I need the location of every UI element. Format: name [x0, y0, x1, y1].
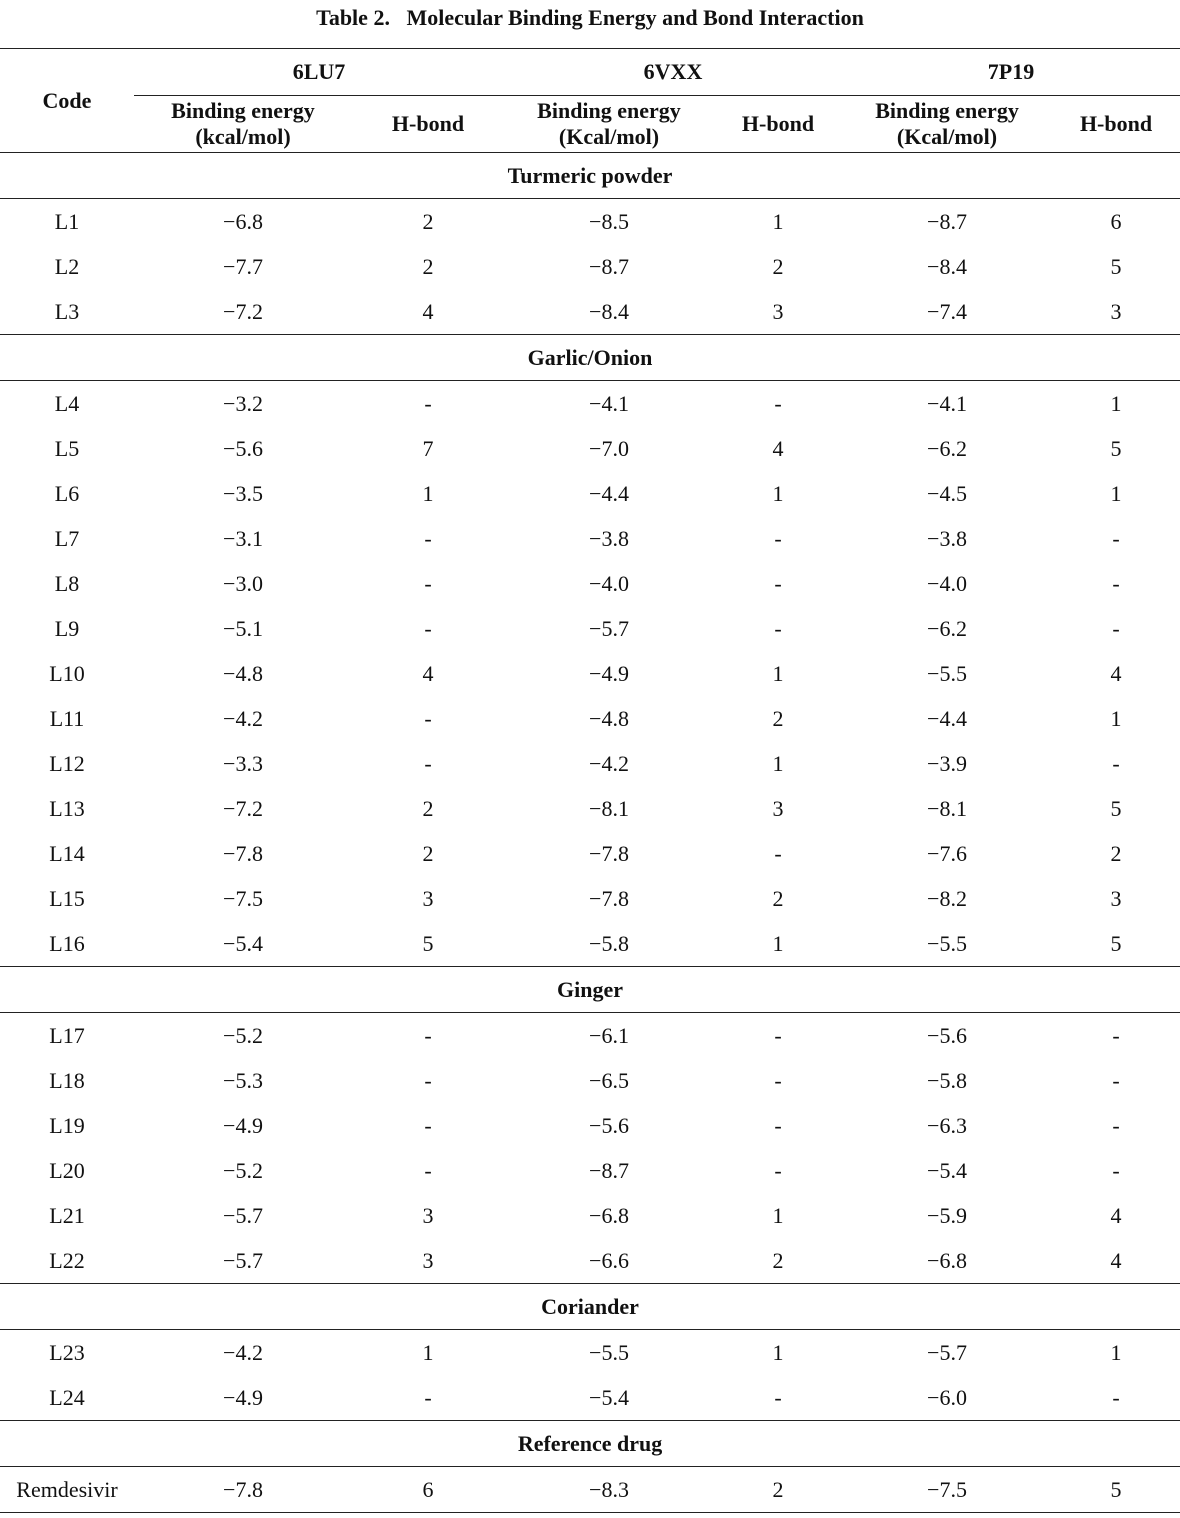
h-bond-6vxx-cell: 1: [772, 1339, 784, 1365]
code-cell: L1: [54, 208, 80, 234]
binding-energy-6vxx-cell: −5.5: [589, 1339, 629, 1365]
h-bond-6vxx-cell: 3: [714, 289, 842, 335]
table-row: [0, 516, 1180, 561]
h-bond-6vxx-cell: 2: [714, 1467, 842, 1513]
h-bond-7p19-cell: -: [1052, 1375, 1180, 1421]
binding-energy-header: Binding energy (Kcal/mol): [537, 98, 681, 149]
code-cell: L9: [54, 615, 80, 641]
h-bond-6lu7-cell: 3: [352, 1238, 504, 1284]
h-bond-6vxx-cell: -: [714, 1375, 842, 1421]
table-row: [0, 1058, 1180, 1103]
binding-energy-6lu7-cell: −5.6: [223, 435, 263, 461]
binding-energy-6vxx-cell: −4.9: [589, 660, 629, 686]
h-bond-7p19-cell: 5: [1110, 435, 1122, 461]
table-row: [0, 921, 1180, 967]
h-bond-6lu7-cell: -: [424, 750, 432, 776]
code-column-header: Code: [42, 87, 92, 113]
code-cell: L18: [49, 1067, 85, 1093]
binding-energy-7p19-cell: −5.5: [842, 921, 1052, 967]
section-title: Garlic/Onion: [0, 335, 1180, 381]
code-cell: L14: [49, 840, 85, 866]
table-row: [0, 471, 1180, 516]
binding-energy-6lu7-cell: −4.9: [134, 1375, 352, 1421]
binding-energy-7p19-cell: −8.2: [927, 885, 967, 911]
code-cell: L21: [49, 1202, 85, 1228]
h-bond-6vxx-cell: -: [774, 840, 782, 866]
h-bond-7p19-cell: -: [1112, 750, 1120, 776]
table-row: [0, 244, 1180, 289]
binding-energy-7p19-cell: −6.8: [842, 1238, 1052, 1284]
binding-energy-6lu7-cell: −5.2: [223, 1157, 263, 1183]
h-bond-6lu7-cell: 2: [422, 795, 434, 821]
binding-energy-7p19-cell: −7.6: [927, 840, 967, 866]
binding-energy-7p19-cell: −5.9: [927, 1202, 967, 1228]
table-caption: Table 2. Molecular Binding Energy and Bond Interaction: [316, 5, 864, 30]
h-bond-6lu7-cell: -: [424, 1157, 432, 1183]
binding-energy-6vxx-cell: −7.0: [589, 435, 629, 461]
section-header-row: [0, 153, 1180, 199]
h-bond-6lu7-cell: 5: [352, 921, 504, 967]
binding-energy-7p19-cell: −3.9: [927, 750, 967, 776]
binding-energy-6vxx-cell: −6.8: [589, 1202, 629, 1228]
h-bond-6vxx-cell: 4: [772, 435, 784, 461]
binding-energy-6vxx-cell: −8.3: [504, 1467, 714, 1513]
h-bond-6lu7-cell: -: [424, 615, 432, 641]
h-bond-7p19-cell: 6: [1110, 208, 1122, 234]
table-row: [0, 381, 1180, 427]
binding-energy-6vxx-cell: −4.1: [589, 390, 629, 416]
binding-energy-7p19-cell: −4.0: [927, 570, 967, 596]
binding-energy-6lu7-cell: −3.3: [223, 750, 263, 776]
binding-energy-6lu7-cell: −4.8: [223, 660, 263, 686]
h-bond-7p19-cell: 5: [1052, 921, 1180, 967]
h-bond-header: H-bond: [741, 111, 815, 136]
table-row: [0, 651, 1180, 696]
h-bond-6vxx-cell: 3: [772, 795, 784, 821]
binding-energy-6lu7-cell: −7.8: [134, 1467, 352, 1513]
binding-energy-7p19-cell: −6.3: [927, 1112, 967, 1138]
binding-energy-6vxx-cell: −5.6: [589, 1112, 629, 1138]
binding-energy-6vxx-cell: −4.4: [589, 480, 629, 506]
code-cell: L22: [0, 1238, 134, 1284]
binding-energy-6vxx-cell: −6.1: [589, 1022, 629, 1048]
h-bond-6lu7-cell: -: [424, 390, 432, 416]
code-cell: L13: [49, 795, 85, 821]
table-header: [0, 49, 1180, 153]
table-row: [0, 1103, 1180, 1148]
code-cell: L16: [0, 921, 134, 967]
binding-energy-header: Binding energy (kcal/mol): [171, 98, 315, 149]
code-cell: L20: [49, 1157, 85, 1183]
binding-energy-7p19-cell: −4.1: [927, 390, 967, 416]
binding-energy-6lu7-cell: −3.2: [223, 390, 263, 416]
h-bond-6lu7-cell: 1: [422, 480, 434, 506]
code-cell: L24: [0, 1375, 134, 1421]
h-bond-6vxx-cell: 1: [772, 750, 784, 776]
h-bond-6lu7-cell: -: [424, 570, 432, 596]
binding-energy-7p19-cell: −8.1: [927, 795, 967, 821]
h-bond-6vxx-cell: -: [774, 1157, 782, 1183]
h-bond-6lu7-cell: 4: [422, 660, 434, 686]
binding-energy-7p19-cell: −7.5: [842, 1467, 1052, 1513]
binding-energy-7p19-cell: −4.4: [927, 705, 967, 731]
h-bond-6lu7-cell: -: [352, 1375, 504, 1421]
binding-energy-6vxx-cell: −8.7: [589, 253, 629, 279]
code-cell: L19: [49, 1112, 85, 1138]
binding-energy-6lu7-cell: −7.8: [223, 840, 263, 866]
binding-energy-7p19-cell: −6.2: [927, 435, 967, 461]
table-row: [0, 1467, 1180, 1513]
binding-energy-6lu7-cell: −4.2: [223, 705, 263, 731]
h-bond-6vxx-cell: -: [774, 390, 782, 416]
h-bond-6lu7-cell: -: [424, 1112, 432, 1138]
h-bond-7p19-cell: 5: [1052, 1467, 1180, 1513]
h-bond-6vxx-cell: -: [774, 1067, 782, 1093]
binding-energy-6vxx-cell: −8.7: [589, 1157, 629, 1183]
binding-energy-7p19-cell: −7.4: [842, 289, 1052, 335]
table-row: [0, 1330, 1180, 1376]
table-row: [0, 1013, 1180, 1059]
section-title: Coriander: [0, 1284, 1180, 1330]
binding-energy-6lu7-cell: −7.2: [134, 289, 352, 335]
h-bond-7p19-cell: 1: [1110, 1339, 1122, 1365]
code-cell: L11: [49, 705, 85, 731]
section-header-row: [0, 335, 1180, 381]
section-header-row: [0, 967, 1180, 1013]
h-bond-6lu7-cell: 2: [422, 840, 434, 866]
h-bond-7p19-cell: 3: [1052, 289, 1180, 335]
h-bond-6lu7-cell: -: [424, 1067, 432, 1093]
binding-energy-6lu7-cell: −5.4: [134, 921, 352, 967]
binding-energy-6lu7-cell: −3.0: [223, 570, 263, 596]
h-bond-6vxx-cell: 1: [772, 208, 784, 234]
table-row: [0, 696, 1180, 741]
table-row: [0, 786, 1180, 831]
h-bond-6lu7-cell: 4: [352, 289, 504, 335]
table-row: [0, 831, 1180, 876]
binding-energy-6vxx-cell: −8.4: [504, 289, 714, 335]
target-header-6lu7: 6LU7: [134, 49, 504, 96]
binding-energy-6lu7-cell: −4.9: [223, 1112, 263, 1138]
h-bond-7p19-cell: -: [1112, 615, 1120, 641]
h-bond-7p19-cell: 4: [1110, 1202, 1122, 1228]
code-cell: L4: [54, 390, 80, 416]
h-bond-6lu7-cell: 6: [352, 1467, 504, 1513]
h-bond-7p19-cell: 4: [1110, 660, 1122, 686]
h-bond-7p19-cell: -: [1112, 1067, 1120, 1093]
binding-energy-7p19-cell: −5.4: [927, 1157, 967, 1183]
binding-energy-6vxx-cell: −8.1: [589, 795, 629, 821]
binding-energy-6lu7-cell: −5.3: [223, 1067, 263, 1093]
binding-energy-6vxx-cell: −5.7: [589, 615, 629, 641]
h-bond-7p19-cell: -: [1112, 1157, 1120, 1183]
binding-energy-6vxx-cell: −4.0: [589, 570, 629, 596]
section-title: Reference drug: [0, 1421, 1180, 1467]
binding-energy-7p19-cell: −5.8: [927, 1067, 967, 1093]
binding-energy-6lu7-cell: −4.2: [223, 1339, 263, 1365]
h-bond-6lu7-cell: 7: [422, 435, 434, 461]
binding-energy-7p19-cell: −5.7: [927, 1339, 967, 1365]
h-bond-7p19-cell: 5: [1110, 795, 1122, 821]
binding-energy-header: Binding energy (Kcal/mol): [875, 98, 1019, 149]
code-cell: L23: [49, 1339, 85, 1365]
code-cell: L10: [49, 660, 85, 686]
binding-energy-7p19-cell: −4.5: [927, 480, 967, 506]
binding-energy-6lu7-cell: −6.8: [223, 208, 263, 234]
binding-energy-6lu7-cell: −3.1: [223, 525, 263, 551]
binding-energy-7p19-cell: −8.7: [927, 208, 967, 234]
binding-energy-6lu7-cell: −5.7: [223, 1202, 263, 1228]
binding-energy-6vxx-cell: −3.8: [589, 525, 629, 551]
table-row: [0, 561, 1180, 606]
binding-energy-table: [0, 48, 1180, 1513]
h-bond-7p19-cell: 2: [1110, 840, 1122, 866]
table-row: [0, 199, 1180, 245]
code-cell: Remdesivir: [0, 1467, 134, 1513]
code-cell: L17: [49, 1022, 85, 1048]
h-bond-6vxx-cell: -: [774, 1022, 782, 1048]
table-row: [0, 741, 1180, 786]
binding-energy-6vxx-cell: −6.6: [504, 1238, 714, 1284]
table-row: [0, 426, 1180, 471]
code-cell: L2: [54, 253, 80, 279]
h-bond-6lu7-cell: -: [424, 1022, 432, 1048]
h-bond-6vxx-cell: 2: [772, 885, 784, 911]
binding-energy-7p19-cell: −6.0: [842, 1375, 1052, 1421]
binding-energy-6lu7-cell: −7.7: [223, 253, 263, 279]
binding-energy-7p19-cell: −5.5: [927, 660, 967, 686]
h-bond-6lu7-cell: 3: [422, 1202, 434, 1228]
target-header-6vxx: 6VXX: [504, 49, 842, 96]
h-bond-header: H-bond: [391, 111, 465, 136]
code-cell: L3: [0, 289, 134, 335]
table-row: [0, 876, 1180, 921]
h-bond-6vxx-cell: 1: [714, 921, 842, 967]
binding-energy-6vxx-cell: −8.5: [589, 208, 629, 234]
h-bond-6lu7-cell: 2: [422, 208, 434, 234]
binding-energy-6vxx-cell: −5.8: [504, 921, 714, 967]
h-bond-7p19-cell: -: [1112, 1022, 1120, 1048]
binding-energy-7p19-cell: −8.4: [927, 253, 967, 279]
section-header-row: [0, 1421, 1180, 1467]
h-bond-6vxx-cell: 1: [772, 660, 784, 686]
h-bond-7p19-cell: 3: [1110, 885, 1122, 911]
target-header-7p19: 7P19: [842, 49, 1180, 96]
h-bond-6vxx-cell: 2: [772, 253, 784, 279]
binding-energy-6vxx-cell: −7.8: [589, 840, 629, 866]
binding-energy-6vxx-cell: −5.4: [504, 1375, 714, 1421]
h-bond-6lu7-cell: -: [424, 705, 432, 731]
binding-energy-7p19-cell: −6.2: [927, 615, 967, 641]
table-row: [0, 289, 1180, 335]
h-bond-6vxx-cell: 2: [772, 705, 784, 731]
binding-energy-6lu7-cell: −5.7: [134, 1238, 352, 1284]
h-bond-6vxx-cell: -: [774, 615, 782, 641]
h-bond-6vxx-cell: 2: [714, 1238, 842, 1284]
binding-energy-6vxx-cell: −4.2: [589, 750, 629, 776]
h-bond-7p19-cell: 1: [1110, 390, 1122, 416]
binding-energy-6lu7-cell: −7.5: [223, 885, 263, 911]
h-bond-6lu7-cell: -: [424, 525, 432, 551]
table-row: [0, 1238, 1180, 1284]
h-bond-6lu7-cell: 2: [422, 253, 434, 279]
section-header-row: [0, 1284, 1180, 1330]
h-bond-6vxx-cell: 1: [772, 480, 784, 506]
code-cell: L15: [49, 885, 85, 911]
table-row: [0, 606, 1180, 651]
h-bond-header: H-bond: [1079, 111, 1153, 136]
binding-energy-6lu7-cell: −5.1: [223, 615, 263, 641]
code-cell: L8: [54, 570, 80, 596]
binding-energy-6vxx-cell: −4.8: [589, 705, 629, 731]
binding-energy-7p19-cell: −3.8: [927, 525, 967, 551]
h-bond-7p19-cell: -: [1112, 1112, 1120, 1138]
code-cell: L6: [54, 480, 80, 506]
code-cell: L12: [49, 750, 85, 776]
h-bond-7p19-cell: 5: [1110, 253, 1122, 279]
h-bond-7p19-cell: 4: [1052, 1238, 1180, 1284]
table-row: [0, 1375, 1180, 1421]
h-bond-6vxx-cell: -: [774, 525, 782, 551]
table-row: [0, 1193, 1180, 1238]
h-bond-6vxx-cell: -: [774, 1112, 782, 1138]
h-bond-6lu7-cell: 1: [422, 1339, 434, 1365]
h-bond-6vxx-cell: -: [774, 570, 782, 596]
binding-energy-6vxx-cell: −6.5: [589, 1067, 629, 1093]
h-bond-7p19-cell: -: [1112, 570, 1120, 596]
binding-energy-6lu7-cell: −3.5: [223, 480, 263, 506]
section-title: Turmeric powder: [0, 153, 1180, 199]
h-bond-7p19-cell: 1: [1110, 480, 1122, 506]
binding-energy-6lu7-cell: −7.2: [223, 795, 263, 821]
h-bond-7p19-cell: 1: [1110, 705, 1122, 731]
section-title: Ginger: [0, 967, 1180, 1013]
binding-energy-6lu7-cell: −5.2: [223, 1022, 263, 1048]
h-bond-7p19-cell: -: [1112, 525, 1120, 551]
code-cell: L5: [54, 435, 80, 461]
code-cell: L7: [54, 525, 80, 551]
binding-energy-7p19-cell: −5.6: [927, 1022, 967, 1048]
table-body: [0, 153, 1180, 1513]
h-bond-6lu7-cell: 3: [422, 885, 434, 911]
table-row: [0, 1148, 1180, 1193]
h-bond-6vxx-cell: 1: [772, 1202, 784, 1228]
binding-energy-6vxx-cell: −7.8: [589, 885, 629, 911]
